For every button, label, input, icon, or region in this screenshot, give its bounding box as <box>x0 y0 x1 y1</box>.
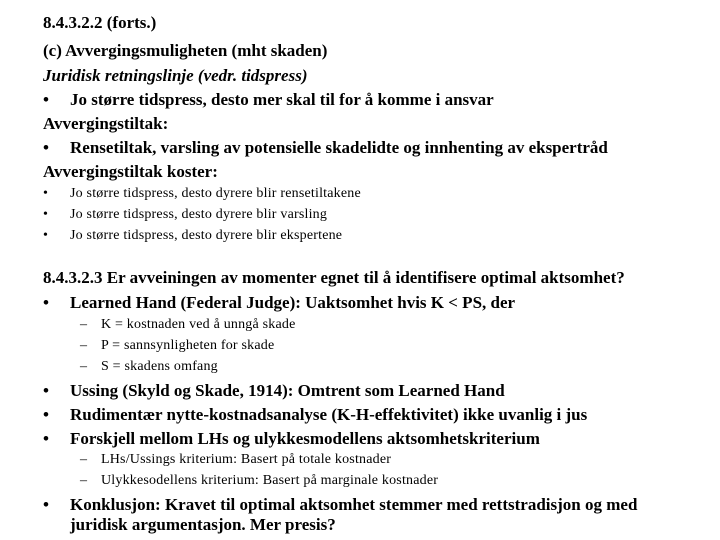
dash-icon: – <box>80 473 88 488</box>
bullet-icon: • <box>43 207 49 222</box>
guideline-item: Jo større tidspress, desto mer skal til for å komme i ansvar <box>70 90 494 109</box>
definition-item: P = sannsynligheten for skade <box>101 338 275 353</box>
guideline-title: Juridisk retningslinje (vedr. tidspress) <box>43 66 308 85</box>
definition-item: K = kostnaden ved å unngå skade <box>101 317 296 332</box>
dash-icon: – <box>80 452 88 467</box>
subheading: (c) Avvergingsmuligheten (mht skaden) <box>43 41 328 60</box>
conclusion-line-2: juridisk argumentasjon. Mer presis? <box>70 515 336 534</box>
costs-item: Jo større tidspress, desto dyrere blir varsling <box>70 207 328 222</box>
bullet-icon: • <box>43 381 49 400</box>
point-item: Rudimentær nytte-kostnadsanalyse (K-H-effektivitet) ikke uvanlig i jus <box>70 405 588 424</box>
costs-item: Jo større tidspress, desto dyrere blir ekspertene <box>70 228 343 243</box>
dash-icon: – <box>80 317 88 332</box>
measures-title: Avvergingstiltak: <box>43 114 169 133</box>
definition-item: S = skadens omfang <box>101 359 218 374</box>
conclusion-line-1: Konklusjon: Kravet til optimal aktsomhet stemmer med rettstradisjon og med <box>70 495 638 514</box>
bullet-icon: • <box>43 90 49 109</box>
point-item: Forskjell mellom LHs og ulykkesmodellens aktsomhetskriterium <box>70 429 540 448</box>
point-item: Ussing (Skyld og Skade, 1914): Omtrent som Learned Hand <box>70 381 505 400</box>
learned-hand-item: Learned Hand (Federal Judge): Uaktsomhet hvis K < PS, der <box>70 293 516 312</box>
bullet-icon: • <box>43 429 49 448</box>
section2-heading: 8.4.3.2.3 Er avveiningen av momenter egnet til å identifisere optimal aktsomhet? <box>43 268 625 287</box>
measures-item: Rensetiltak, varsling av potensielle skadelidte og innhenting av ekspertråd <box>70 138 608 157</box>
criterion-item: LHs/Ussings kriterium: Basert på totale kostnader <box>101 452 392 467</box>
bullet-icon: • <box>43 495 49 514</box>
bullet-icon: • <box>43 405 49 424</box>
dash-icon: – <box>80 359 88 374</box>
costs-title: Avvergingstiltak koster: <box>43 162 218 181</box>
bullet-icon: • <box>43 138 49 157</box>
section-heading: 8.4.3.2.2 (forts.) <box>43 13 157 32</box>
dash-icon: – <box>80 338 88 353</box>
bullet-icon: • <box>43 186 49 201</box>
bullet-icon: • <box>43 228 49 243</box>
criterion-item: Ulykkesodellens kriterium: Basert på marginale kostnader <box>101 473 439 488</box>
costs-item: Jo større tidspress, desto dyrere blir rensetiltakene <box>70 186 361 201</box>
bullet-icon: • <box>43 293 49 312</box>
